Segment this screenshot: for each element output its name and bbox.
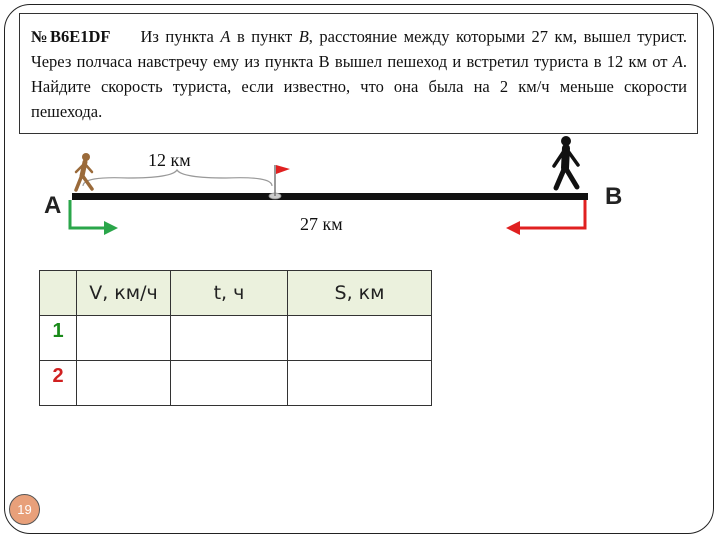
header-time: t, ч [171,271,288,316]
cell-t1[interactable] [171,316,288,361]
total-distance-label: 27 км [300,214,343,234]
road-line [72,193,588,200]
problem-text-1: Из пункта [140,27,221,46]
table-row [40,316,432,361]
header-distance: S, км [288,271,432,316]
page-number-badge: 19 [9,494,40,525]
header-corner-cell [40,271,77,316]
point-b-label: B [605,183,623,210]
meeting-distance-label: 12 км [148,150,191,170]
problem-text-4: . Найдите скорость туриста, если известно, что она была на 2 км/ч меньше скорости пешехода. [31,52,687,121]
cell-v1[interactable] [77,316,171,361]
row-label-2: 2 [40,361,77,406]
cell-v2[interactable] [77,361,171,406]
point-a-label: A [44,192,62,219]
distance-brace [83,170,272,186]
table-header-row [40,271,432,316]
walking-tourist-icon [76,153,92,190]
problem-number: №B6E1DF [31,27,111,46]
header-velocity: V, км/ч [77,271,171,316]
table-row [40,361,432,406]
walking-pedestrian-icon [554,136,578,188]
problem-text-2: в пункт [230,27,299,46]
problem-var-a: A [220,27,231,46]
arrow-left-icon [506,200,585,235]
cell-s2[interactable] [288,361,432,406]
motion-table [39,270,432,406]
row-label-1: 1 [40,316,77,361]
problem-var-a-2: A [672,52,683,71]
problem-var-b: B [298,27,309,46]
cell-t2[interactable] [171,361,288,406]
problem-text-3: , расстояние между которыми 27 км, вышел турист. Через полчаса навстречу ему из пункта B вышел пешеход и встретил туриста в 12 км от [31,27,687,71]
arrow-right-icon [70,200,118,235]
cell-s1[interactable] [288,316,432,361]
